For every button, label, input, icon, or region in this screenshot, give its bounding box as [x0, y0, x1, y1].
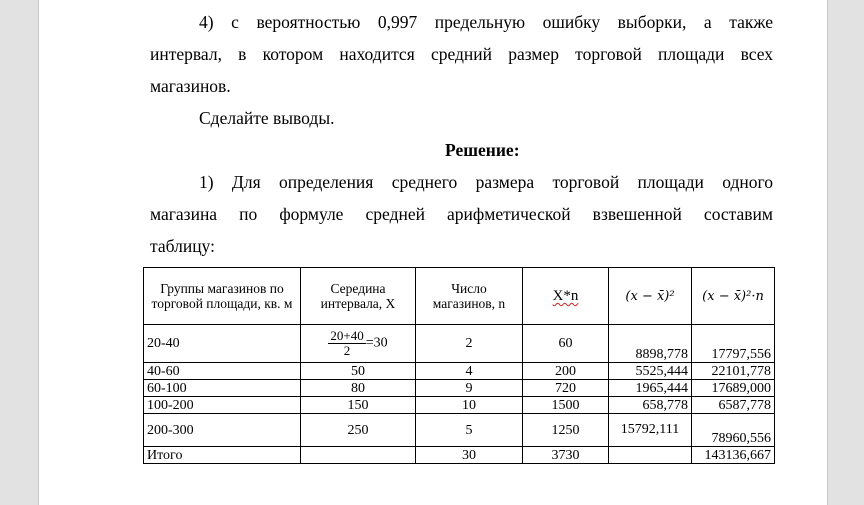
cell-midpoint-formula: [301, 325, 416, 363]
page-left-edge: [38, 0, 39, 505]
header-groups-label: Группы магазинов по торговой площади, кв. м: [151, 281, 293, 311]
header-dev-sq-formula: (x − x̄)²: [625, 289, 675, 304]
cell-midpoint: 50: [301, 363, 416, 380]
cell-midpoint: 150: [301, 397, 416, 414]
text-line-4: Сделайте выводы.: [199, 108, 335, 128]
text-line-3: магазинов.: [150, 76, 231, 96]
cell-group: 40-60: [144, 363, 301, 380]
left-gray-gutter: [0, 0, 38, 505]
cell-xn: 720: [523, 380, 609, 397]
text-line-5: 1) Для определения среднего размера торговой площади одного: [199, 172, 773, 192]
cell-group: 60-100: [144, 380, 301, 397]
fraction-denominator: 2: [343, 343, 351, 358]
cell-count: 10: [416, 397, 523, 414]
cell-group: 200-300: [144, 414, 301, 447]
cell-dev: 1965,444: [609, 380, 692, 397]
text-line-2: интервал, в котором находится средний размер торговой площади всех: [150, 44, 773, 64]
calculation-table: [143, 267, 775, 464]
cell-dev: 8898,778: [609, 325, 692, 363]
header-xn-label: X*n: [552, 288, 579, 304]
table-row: [144, 363, 775, 380]
table-total-row: [144, 447, 775, 464]
cell-count: 5: [416, 414, 523, 447]
cell-dev: 658,778: [609, 397, 692, 414]
cell-total-xn: 3730: [523, 447, 609, 464]
cell-count: 9: [416, 380, 523, 397]
cell-dev: 15792,111: [609, 414, 692, 447]
cell-midpoint: 80: [301, 380, 416, 397]
fraction-numerator: 20+40: [330, 328, 364, 343]
header-dev-sq: [609, 268, 692, 325]
text-line-1: 4) с вероятностью 0,997 предельную ошибку выборки, а также: [199, 12, 773, 32]
cell-empty: [609, 447, 692, 464]
cell-xn: 60: [523, 325, 609, 363]
header-xn: [523, 268, 609, 325]
table-row: [144, 397, 775, 414]
fraction: [328, 329, 365, 358]
header-count: Число магазинов, n: [416, 268, 523, 325]
cell-midpoint: 250: [301, 414, 416, 447]
cell-total-count: 30: [416, 447, 523, 464]
right-gray-gutter: [828, 0, 864, 505]
text-line-6: магазина по формуле средней арифметической взвешенной составим: [150, 204, 773, 224]
cell-group: 20-40: [144, 325, 301, 363]
cell-xn: 1500: [523, 397, 609, 414]
table-row: [144, 380, 775, 397]
cell-total-label: Итого: [144, 447, 301, 464]
table-row: [144, 325, 775, 363]
table-header-row: [144, 268, 775, 325]
cell-group: 100-200: [144, 397, 301, 414]
cell-devn: 17797,556: [692, 325, 775, 363]
cell-count: 2: [416, 325, 523, 363]
fraction-result: =30: [365, 335, 388, 351]
solution-heading: Решение:: [445, 140, 520, 160]
cell-count: 4: [416, 363, 523, 380]
cell-devn: 6587,778: [692, 397, 775, 414]
text-line-7: таблицу:: [150, 236, 215, 256]
cell-xn: 1250: [523, 414, 609, 447]
table-row: [144, 414, 775, 447]
cell-devn: 78960,556: [692, 414, 775, 447]
cell-xn: 200: [523, 363, 609, 380]
cell-dev: 5525,444: [609, 363, 692, 380]
header-midpoint: Середина интервала, X: [301, 268, 416, 325]
page-right-edge: [827, 0, 828, 505]
header-dev-sq-n-formula: (x − x̄)²·n: [702, 289, 764, 304]
cell-empty: [301, 447, 416, 464]
cell-devn: 17689,000: [692, 380, 775, 397]
cell-total-devn: 143136,667: [692, 447, 775, 464]
header-dev-sq-n: [692, 268, 775, 325]
header-groups: [144, 268, 301, 325]
cell-devn: 22101,778: [692, 363, 775, 380]
